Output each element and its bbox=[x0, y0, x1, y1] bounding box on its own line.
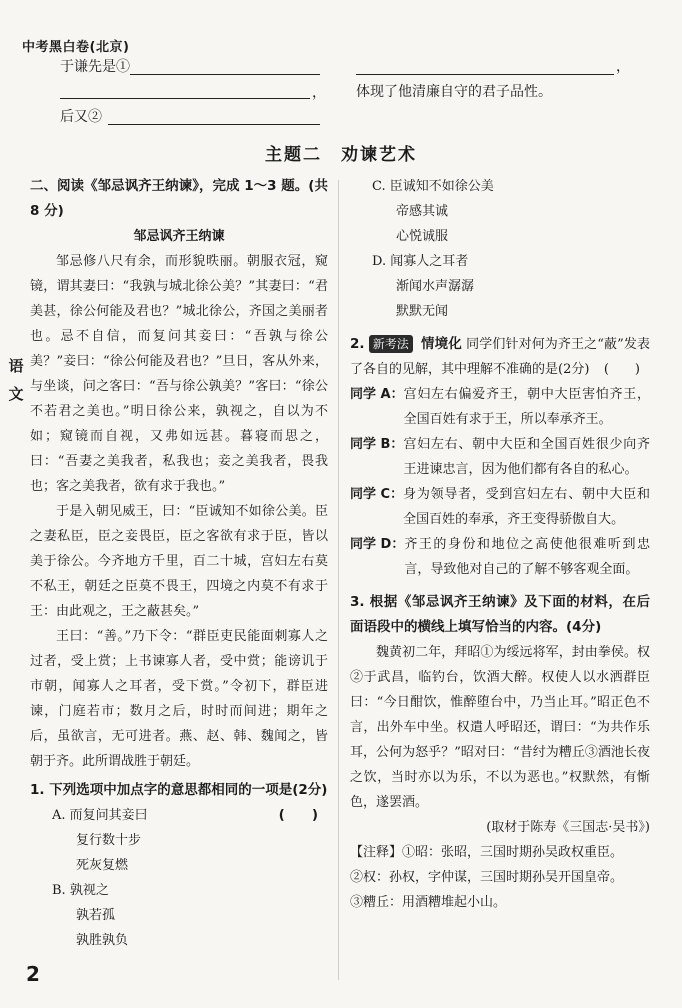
fill-blank-3-line[interactable] bbox=[108, 124, 320, 125]
option-b-sub: 孰胜孰负 bbox=[76, 933, 129, 948]
student-answer-a: 同学 A： 宫妇左右偏爱齐王，朝中大臣害怕齐王，全国百姓有求于王，所以奉承齐王。 bbox=[350, 387, 650, 427]
option-c-sub: 心悦诚服 bbox=[396, 229, 449, 244]
question-3-stem: 3. 根据《邹忌讽齐王纳谏》及下面的材料，在后面语段中的横线上填写恰当的内容。(4分) bbox=[350, 594, 650, 635]
answer-paren[interactable]: ( ) bbox=[278, 807, 318, 823]
option-d-sub: 渐闻水声潺潺 bbox=[396, 279, 475, 294]
option-d-sub: 默默无闻 bbox=[396, 304, 449, 319]
option-d: D. 闻寡人之耳者 bbox=[372, 254, 469, 269]
student-answer-c: 同学 C： 身为领导者，受到宫妇左右、朝中大臣和全国百姓的奉承，齐王变得骄傲自大。 bbox=[350, 487, 650, 527]
annotation-note: 【注释】①昭：张昭，三国时期孙吴政权重臣。 bbox=[350, 845, 624, 860]
answer-paren[interactable]: ( ) bbox=[603, 362, 640, 377]
tag-label: 情境化 bbox=[421, 336, 462, 352]
fill-blank-2-line[interactable] bbox=[60, 98, 310, 99]
student-answer-b: 同学 B： 宫妇左右、朝中大臣和全国百姓很少向齐王进谏忠言，因为他们都有各自的私心。 bbox=[350, 437, 650, 477]
option-a-sub: 死灰复燃 bbox=[76, 858, 129, 873]
option-a-sub: 复行数十步 bbox=[76, 833, 142, 848]
annotation-note: ③糟丘：用酒糟堆起小山。 bbox=[350, 895, 507, 910]
section-title: 主题二 劝谏艺术 bbox=[265, 145, 417, 165]
passage-paragraph: 邹忌修八尺有余，而形貌昳丽。朝服衣冠，窥镜，谓其妻曰：“我孰与城北徐公美？”其妻曰：“君美甚，徐公何能及君也？”城北徐公，齐国之美丽者也。忌不自信，而复问其妾曰：“吾孰与徐公美？”妾曰：“徐公何能及君也？”旦日，客从外来，与坐谈，问之客曰：“吾与徐公孰美？”客曰：“徐公不若君之美也。”明日徐公来，孰视之，自以为不如；窥镜而自视，又弗如远甚。暮寝而思之，曰：“吾妻之美我者，私我也；妾之美我者，畏我也；客之美我者，欲有求于我也。” bbox=[30, 254, 328, 494]
book-series-title: 中考黑白卷(北京) bbox=[22, 40, 130, 55]
material-source: (取材于陈寿《三国志·吴书》) bbox=[486, 820, 650, 835]
question-1-stem: 1. 下列选项中加点字的意思都相同的一项是(2分) ( ) bbox=[30, 778, 328, 803]
left-column bbox=[30, 174, 328, 953]
question-2-stem: 2. 新考法 情境化 同学们针对何为齐王之“蔽”发表了各自的见解，其中理解不准确的是(2分) ( ) bbox=[350, 332, 650, 382]
option-b: B. 孰视之 bbox=[52, 883, 109, 898]
page-number: 2 bbox=[26, 962, 40, 986]
fill-blank-1-label: 于谦先是① bbox=[60, 59, 130, 75]
new-method-tag: 新考法 bbox=[369, 335, 413, 353]
subject-label: 语文 bbox=[8, 357, 24, 403]
passage-paragraph: 王曰：“善。”乃下令：“群臣吏民能面刺寡人之过者，受上赏；上书谏寡人者，受中赏；能谤讥于市朝，闻寡人之耳者，受下赏。”令初下，群臣进谏，门庭若市；数月之后，时时而间进；期年之后，虽欲言，无可进者。燕、赵、韩、魏闻之，皆朝于齐。此所谓战胜于朝廷。 bbox=[30, 629, 328, 769]
fill-blank-4-line[interactable] bbox=[356, 74, 614, 75]
student-answer-d: 同学 D： 齐王的身份和地位之高使他很难听到忠言，导致他对自己的了解不够客观全面。 bbox=[350, 537, 650, 577]
column-divider bbox=[338, 180, 339, 980]
option-c-sub: 帝感其诚 bbox=[396, 204, 449, 219]
passage-title: 邹忌讽齐王纳谏 bbox=[133, 229, 225, 244]
reading-heading: 二、阅读《邹忌讽齐王纳谏》，完成 1～3 题。(共 8 分) bbox=[30, 178, 328, 219]
right-column bbox=[350, 174, 650, 915]
option-b-sub: 孰若孤 bbox=[76, 908, 116, 923]
fill-blank-4-end: ， bbox=[616, 59, 630, 75]
answer-conclusion: 体现了他清廉自守的君子品性。 bbox=[356, 84, 552, 100]
passage-paragraph: 于是入朝见威王，曰：“臣诚知不如徐公美。臣之妻私臣，臣之妾畏臣，臣之客欲有求于臣，皆以美于徐公。今齐地方千里，百二十城，宫妇左右莫不私王，朝廷之臣莫不畏王，四境之内莫不有求于王：由此观之，王之蔽甚矣。” bbox=[30, 504, 328, 619]
annotation-note: ②权：孙权，字仲谋，三国时期孙吴开国皇帝。 bbox=[350, 870, 624, 885]
fill-blank-2-end: ， bbox=[312, 85, 326, 101]
material-text: 魏黄初二年，拜昭①为绥远将军，封由拳侯。权②于武昌，临钓台，饮酒大醉。权使人以水洒群臣曰：“今日酣饮，惟醉堕台中，乃当止耳。”昭正色不言，出外车中坐。权遣人呼昭还，谓曰：“为共作乐耳，公何为怒乎？”昭对曰：“昔纣为糟丘③酒池长夜之饮，当时亦以为乐，不以为恶也。”权默然，有惭色，遂罢酒。 bbox=[350, 645, 650, 810]
fill-blank-1-line[interactable] bbox=[130, 74, 320, 75]
fill-blank-3-label: 后又② bbox=[60, 109, 102, 125]
option-c: C. 臣诚知不如徐公美 bbox=[372, 179, 494, 194]
option-a: A. 而复问其妾曰 bbox=[52, 808, 148, 823]
